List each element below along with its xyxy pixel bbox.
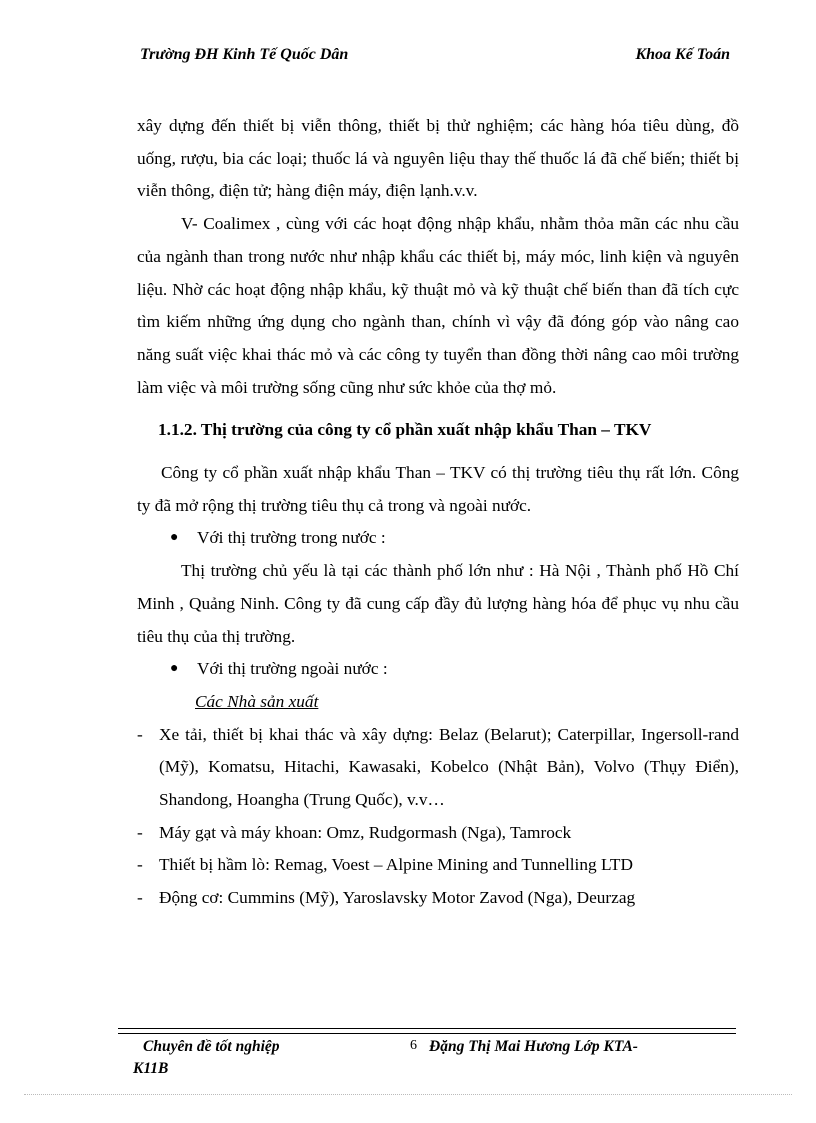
- list-item: - Thiết bị hầm lò: Remag, Voest – Alpine Mining and Tunnelling LTD: [137, 855, 633, 875]
- bullet-icon: ●: [170, 661, 179, 677]
- header-university: Trường ĐH Kinh Tế Quốc Dân: [140, 46, 349, 63]
- footer-divider: [118, 1028, 736, 1029]
- paragraph-market-intro: Công ty cổ phần xuất nhập khẩu Than – TKV có thị trường tiêu thụ rất lớn. Công ty đã mở rộng thị trường tiêu thụ cả trong và ngoài nước.: [137, 463, 739, 515]
- bullet-foreign-text: Với thị trường ngoài nước :: [197, 659, 388, 679]
- header-faculty: Khoa Kế Toán: [635, 46, 730, 63]
- page-bottom-border: [24, 1094, 792, 1095]
- bullet-foreign: [137, 653, 739, 686]
- footer-divider-secondary: [118, 1033, 736, 1034]
- page-header: [140, 46, 730, 72]
- page-number: 6: [410, 1038, 417, 1053]
- list-item: - Máy gạt và máy khoan: Omz, Rudgormash (Nga), Tamrock: [137, 822, 572, 842]
- manufacturers-list: [137, 719, 739, 915]
- bullet-domestic-text: Với thị trường trong nước :: [197, 528, 386, 548]
- paragraph-domestic: Thị trường chủ yếu là tại các thành phố lớn như : Hà Nội , Thành phố Hồ Chí Minh , Quảng Ninh. Công ty đã cung cấp đầy đủ lượng hàng hóa để phục vụ nhu cầu tiêu thụ của thị trường.: [137, 561, 739, 646]
- footer-author: Đặng Thị Mai Hương Lớp KTA-: [429, 1038, 638, 1055]
- list-item: - Động cơ: Cummins (Mỹ), Yaroslavsky Motor Zavod (Nga), Deurzag: [137, 888, 636, 908]
- list-item: - Xe tải, thiết bị khai thác và xây dựng: Belaz (Belarut); Caterpillar, Ingersoll-rand (Mỹ), Komatsu, Hitachi, Kawasaki, Kobelco (Nhật Bản), Volvo (Thụy Điển), Shandong, Hoangha (Trung Quốc), v.v…: [137, 724, 739, 810]
- footer-thesis-label: Chuyên đề tốt nghiệp: [143, 1038, 280, 1055]
- section-heading: 1.1.2. Thị trường của công ty cổ phần xuất nhập khẩu Than – TKV: [158, 420, 652, 440]
- bullet-domestic: [137, 522, 739, 555]
- paragraph-continuation: xây dựng đến thiết bị viễn thông, thiết bị thử nghiệm; các hàng hóa tiêu dùng, đồ uống, rượu, bia các loại; thuốc lá và nguyên liệu thay thế thuốc lá đã chế biến; thiết bị viễn thông, điện tử; hàng điện máy, điện lạnh.v.v.: [137, 116, 739, 201]
- document-body: [137, 110, 739, 915]
- footer-class: K11B: [133, 1060, 169, 1077]
- manufacturers-title: Các Nhà sản xuất: [195, 691, 319, 711]
- paragraph-coalimex: V- Coalimex , cùng với các hoạt động nhập khẩu, nhằm thỏa mãn các nhu cầu của ngành than trong nước như nhập khẩu các thiết bị, máy móc, linh kiện và nguyên liệu. Nhờ các hoạt động nhập khẩu, kỹ thuật mỏ và kỹ thuật chế biến than đã tích cực tìm kiếm những ứng dụng cho ngành than, chính vì vậy đã đóng góp vào nâng cao năng suất việc khai thác mỏ và các công ty tuyển than đồng thời nâng cao môi trường làm việc và môi trường sống cũng như sức khỏe của thợ mỏ.: [137, 214, 739, 397]
- bullet-icon: ●: [170, 530, 179, 546]
